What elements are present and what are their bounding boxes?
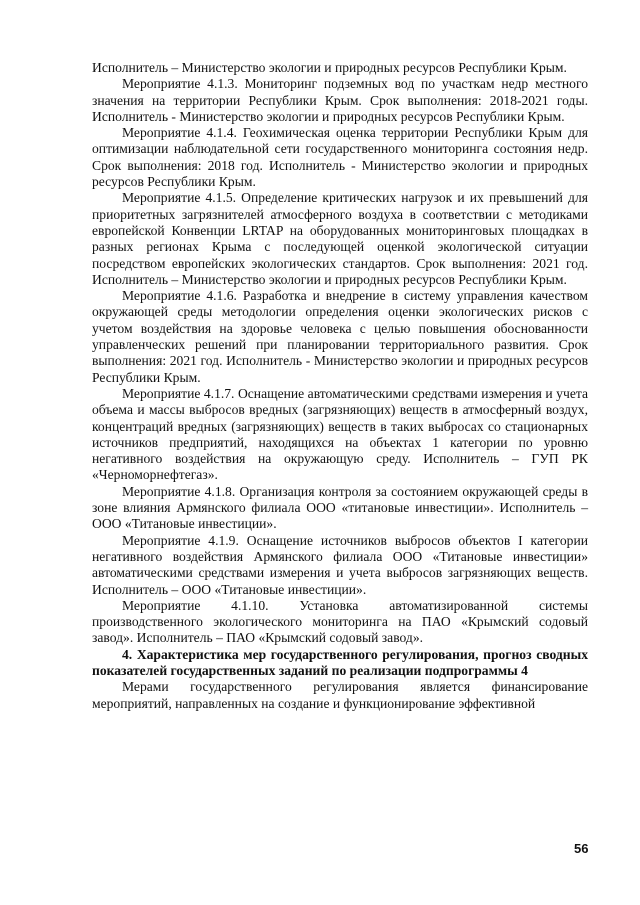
document-body [92, 60, 588, 712]
paragraph-measure-4-1-4: Мероприятие 4.1.4. Геохимическая оценка территории Республики Крым для оптимизации наблюдательной сети государственного мониторинга состояния недр. Срок выполнения: 2018 год. Исполнитель - Министерство экологии и природных ресурсов Республики Крым. [92, 125, 588, 190]
paragraph-measure-4-1-3: Мероприятие 4.1.3. Мониторинг подземных вод по участкам недр местного значения на территории Республики Крым. Срок выполнения: 2018-2021 годы. Исполнитель - Министерство экологии и природных ресурсов Республики Крым. [92, 76, 588, 124]
paragraph-measure-4-1-8: Мероприятие 4.1.8. Организация контроля за состоянием окружающей среды в зоне влияния Армянского филиала ООО «титановые инвестиции». Исполнитель – ООО «Титановые инвестиции». [92, 483, 588, 532]
paragraph-measure-4-1-5: Мероприятие 4.1.5. Определение критических нагрузок и их превышений для приоритетных загрязнителей атмосферного воздуха в соответствии с методиками европейской Конвенции LRTAP на оборудованных мониторинговых площадках в разных регионах Крыма с последующей оценкой экологической ситуации посредством европейских экологических стандартов. Срок выполнения: 2021 год. Исполнитель – Министерство экологии и природных ресурсов Республики Крым. [92, 190, 588, 287]
paragraph-measure-4-1-7: Мероприятие 4.1.7. Оснащение автоматическими средствами измерения и учета объема и массы выбросов вредных (загрязняющих) веществ в атмосферный воздух, концентраций вредных (загрязняющих) веществ в таких выбросах со стационарных источников предприятий, находящихся на объектах 1 категории по уровню негативного воздействия на окружающую среду. Исполнитель – ГУП РК «Черноморнефтегаз». [92, 385, 588, 483]
paragraph-measure-4-1-6: Мероприятие 4.1.6. Разработка и внедрение в систему управления качеством окружающей среды методологии определения оценки экологических рисков с учетом воздействия на здоровье человека с целью повышения обоснованности управленческих решений при планировании территориального развития. Срок выполнения: 2021 год. Исполнитель - Министерство экологии и природных ресурсов Республики Крым. [92, 288, 588, 385]
paragraph-measure-4-1-9: Мероприятие 4.1.9. Оснащение источников выбросов объектов I категории негативного воздействия Армянского филиала ООО «Титановые инвестиции» автоматическими средствами измерения и учета выбросов загрязняющих веществ. Исполнитель – ООО «Титановые инвестиции». [92, 532, 588, 597]
paragraph-measure-4-1-10: Мероприятие 4.1.10. Установка автоматизированной системы производственного экологического мониторинга на ПАО «Крымский содовый завод». Исполнитель – ПАО «Крымский содовый завод». [92, 597, 588, 646]
paragraph-executor: Исполнитель – Министерство экологии и природных ресурсов Республики Крым. [92, 60, 567, 75]
page-number: 56 [574, 841, 589, 856]
section-heading: 4. Характеристика мер государственного регулирования, прогноз сводных показателей государственных заданий по реализации подпрограммы 4 [92, 646, 588, 678]
paragraph-regulation: Мерами государственного регулирования является финансирование мероприятий, направленных на создание и функционирование эффективной [92, 679, 588, 711]
